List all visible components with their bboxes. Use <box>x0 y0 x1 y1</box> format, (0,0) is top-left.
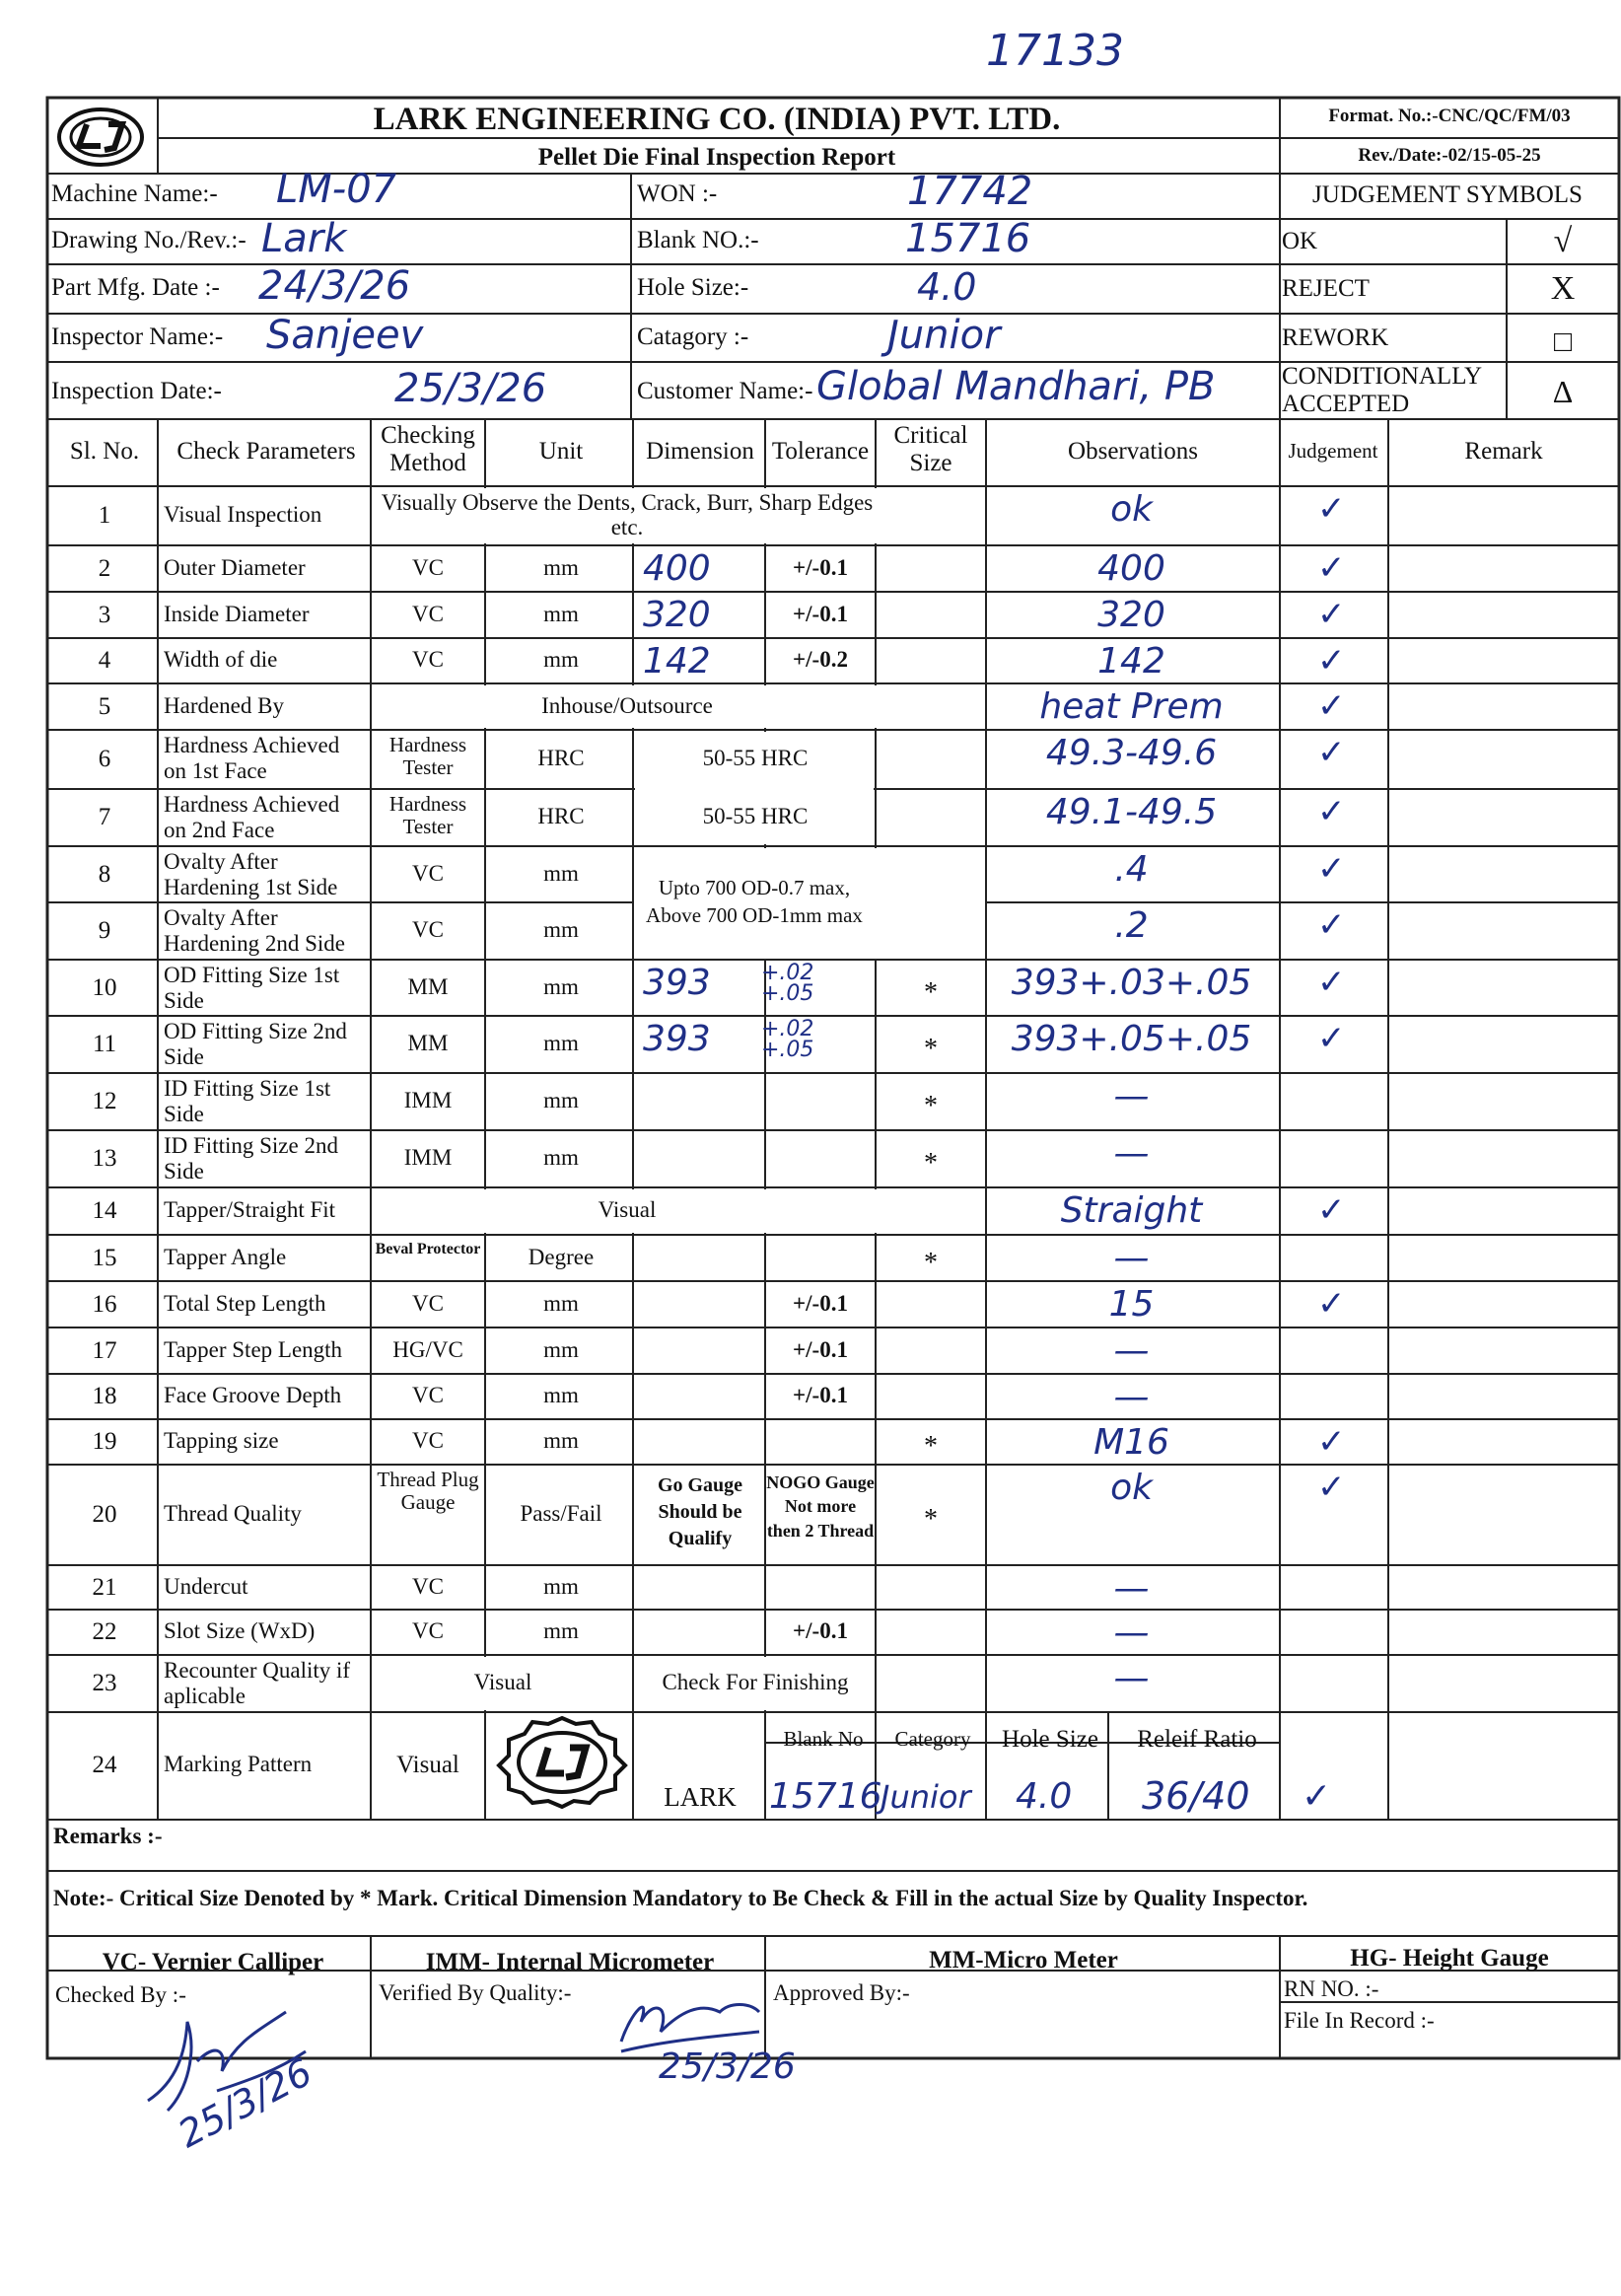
row-judgement: ✓ <box>1317 905 1346 945</box>
row-parameter: Undercut <box>164 1573 248 1599</box>
row-observation: — <box>1113 1076 1150 1116</box>
row-merged-spec: Visually Observe the Dents, Crack, Burr, Sharp Edges etc. <box>381 490 874 540</box>
row-dimension-tolerance: Check For Finishing <box>662 1670 849 1694</box>
row-tolerance: +/-0.2 <box>793 647 848 672</box>
inspection-date-value: 25/3/26 <box>394 366 547 411</box>
row-merged-method-unit: Visual <box>473 1670 532 1694</box>
remarks-label: Remarks :- <box>53 1824 163 1848</box>
row-unit: mm <box>543 647 579 672</box>
col-judgement: Judgement <box>1288 439 1378 463</box>
row-unit: mm <box>543 1290 579 1316</box>
row-number: 9 <box>98 917 111 944</box>
row-number: 6 <box>98 746 111 772</box>
row-unit: mm <box>543 1618 579 1643</box>
row-judgement: ✓ <box>1317 1190 1346 1230</box>
row-tolerance: +/-0.1 <box>793 554 848 580</box>
row-tolerance: NOGO Gauge Not more then 2 Thread <box>766 1472 875 1541</box>
machine-name-label: Machine Name:- <box>51 180 218 207</box>
row-checking-method: IMM <box>403 1145 453 1170</box>
ovalty-spec: Upto 700 OD-0.7 max, Above 700 OD-1mm max <box>646 876 863 928</box>
top-serial-number: 17133 <box>986 26 1124 76</box>
row-unit: mm <box>543 917 579 942</box>
row-observation: — <box>1113 1613 1150 1653</box>
row-parameter: OD Fitting Size 1st Side <box>164 963 340 1013</box>
row-parameter: Hardness Achieved on 2nd Face <box>164 792 340 842</box>
format-number: Format. No.:-CNC/QC/FM/03 <box>1328 106 1571 126</box>
row-parameter: Width of die <box>164 647 278 672</box>
row-number: 16 <box>92 1290 117 1318</box>
verified-by-date: 25/3/26 <box>659 2046 796 2087</box>
symbol-rework-glyph: □ <box>1553 325 1573 358</box>
mfg-date-label: Part Mfg. Date :- <box>51 274 220 301</box>
row-unit: mm <box>543 860 579 886</box>
row-observation: Straight <box>1060 1190 1203 1231</box>
row-number: 5 <box>98 692 111 720</box>
row-unit: mm <box>543 1031 579 1055</box>
row-checking-method: VC <box>412 554 444 580</box>
row-critical-mark: * <box>924 1091 938 1121</box>
row-number: 1 <box>98 502 111 529</box>
row-observation: .4 <box>1114 849 1149 890</box>
row-judgement: ✓ <box>1317 1284 1346 1324</box>
col-tolerance: Tolerance <box>771 438 870 465</box>
row-number: 8 <box>98 860 111 888</box>
row-observation: — <box>1113 1568 1150 1609</box>
row-number: 21 <box>92 1573 117 1601</box>
row-number: 10 <box>92 973 117 1001</box>
category-label: Catagory :- <box>637 323 749 350</box>
row-observation: M16 <box>1093 1422 1169 1463</box>
col-critical-size: Critical Size <box>893 422 968 476</box>
row-parameter: Tapper Angle <box>164 1244 287 1269</box>
legend-mm: MM-Micro Meter <box>929 1947 1118 1973</box>
row-parameter: Ovalty After Hardening 1st Side <box>164 849 338 899</box>
row-unit: mm <box>543 973 579 999</box>
won-value: 17742 <box>907 169 1033 214</box>
row-checking-method: VC <box>412 601 444 626</box>
marking-category-label: Category <box>894 1727 971 1751</box>
row-parameter: ID Fitting Size 2nd Side <box>164 1133 338 1184</box>
row-dimension-tolerance: 50-55 HRC <box>702 804 809 828</box>
row-number: 13 <box>92 1145 117 1172</box>
row-unit: Degree <box>528 1244 595 1269</box>
row-judgement: ✓ <box>1317 686 1346 726</box>
row-merged-spec: Inhouse/Outsource <box>541 692 713 718</box>
marking-judgement: ✓ <box>1302 1776 1332 1817</box>
row-number: 12 <box>92 1088 117 1114</box>
row-unit: mm <box>543 1088 579 1112</box>
row-checking-method: VC <box>412 1383 444 1407</box>
row-checking-method: MM <box>407 973 449 999</box>
company-name: LARK ENGINEERING CO. (INDIA) PVT. LTD. <box>373 102 1061 137</box>
row-parameter: ID Fitting Size 1st Side <box>164 1076 331 1126</box>
row-dimension: 393 <box>643 1019 711 1059</box>
row-parameter: Tapping size <box>164 1428 279 1453</box>
category-value: Junior <box>887 313 1001 358</box>
row-number: 4 <box>98 647 111 674</box>
row-parameter: Face Groove Depth <box>164 1383 342 1407</box>
row-observation: 15 <box>1108 1284 1155 1325</box>
row-judgement: ✓ <box>1317 548 1346 588</box>
row-critical-mark: * <box>924 1034 938 1064</box>
row-checking-method: HG/VC <box>392 1336 463 1362</box>
row-parameter: Hardness Achieved on 1st Face <box>164 733 340 783</box>
row-judgement: ✓ <box>1317 1019 1346 1058</box>
row-observation: 393+.05+.05 <box>1011 1019 1252 1059</box>
row-observation: — <box>1113 1377 1150 1417</box>
row-checking-method: VC <box>412 1428 444 1453</box>
row-number: 15 <box>92 1244 117 1271</box>
customer-label: Customer Name:- <box>637 378 813 404</box>
row-dimension: 393 <box>643 963 711 1003</box>
row-number: 7 <box>98 804 111 830</box>
checked-by-date: 25/3/26 <box>171 2049 319 2157</box>
row-observation: — <box>1113 1330 1150 1371</box>
verified-by-label: Verified By Quality:- <box>379 1980 572 2005</box>
row-unit: mm <box>543 601 579 626</box>
row-parameter: Tapper/Straight Fit <box>164 1197 336 1222</box>
col-sl-no: Sl. No. <box>69 438 140 465</box>
machine-name-value: LM-07 <box>276 167 397 212</box>
marking-row-number: 24 <box>92 1752 117 1778</box>
row-tolerance: +.02 +.05 <box>761 1017 814 1062</box>
col-dimension: Dimension <box>646 438 754 465</box>
col-observations: Observations <box>1068 438 1198 465</box>
row-number: 19 <box>92 1428 117 1455</box>
row-parameter: Tapper Step Length <box>164 1336 343 1362</box>
revision-date: Rev./Date:-02/15-05-25 <box>1358 145 1541 166</box>
row-unit: mm <box>543 1428 579 1453</box>
marking-hole-value: 4.0 <box>1016 1776 1073 1817</box>
row-observation: 142 <box>1097 641 1165 682</box>
row-number: 14 <box>92 1197 117 1224</box>
row-critical-mark: * <box>924 976 938 1008</box>
row-judgement: ✓ <box>1317 489 1346 529</box>
row-checking-method: VC <box>412 647 444 672</box>
symbol-rework-label: REWORK <box>1282 324 1389 351</box>
row-checking-method: Thread Plug Gauge <box>377 1468 479 1515</box>
col-remark: Remark <box>1464 438 1543 465</box>
row-parameter: Visual Inspection <box>164 502 322 527</box>
row-critical-mark: * <box>924 1431 938 1462</box>
col-unit: Unit <box>538 438 584 465</box>
row-tolerance: +/-0.1 <box>793 601 848 626</box>
row-judgement: ✓ <box>1317 792 1346 831</box>
row-observation: 393+.03+.05 <box>1011 963 1252 1003</box>
row-unit: mm <box>543 1145 579 1170</box>
row-number: 17 <box>92 1336 117 1364</box>
row-unit: mm <box>543 554 579 580</box>
row-unit: mm <box>543 1383 579 1407</box>
row-number: 18 <box>92 1383 117 1409</box>
row-unit: mm <box>543 1573 579 1599</box>
row-critical-mark: * <box>924 1247 938 1278</box>
approved-by-label: Approved By:- <box>773 1980 910 2005</box>
row-unit: mm <box>543 1336 579 1362</box>
symbol-reject-glyph: X <box>1550 270 1576 307</box>
row-parameter: OD Fitting Size 2nd Side <box>164 1019 347 1069</box>
row-unit: HRC <box>537 746 585 770</box>
marking-row-param: Marking Pattern <box>164 1752 313 1776</box>
checked-by-label: Checked By :- <box>55 1982 186 2007</box>
drawing-value: Lark <box>261 216 347 261</box>
row-checking-method: VC <box>412 917 444 942</box>
marking-blank-label: Blank No <box>783 1727 864 1751</box>
row-number: 23 <box>92 1670 117 1696</box>
row-observation: 400 <box>1097 548 1165 589</box>
row-checking-method: VC <box>412 1573 444 1599</box>
row-judgement: ✓ <box>1317 1422 1346 1462</box>
legend-hg: HG- Height Gauge <box>1350 1945 1549 1972</box>
row-observation: 49.1-49.5 <box>1045 792 1218 832</box>
critical-note: Note:- Critical Size Denoted by * Mark. Critical Dimension Mandatory to Be Check & Fill in the actual Size by Quality Inspector. <box>53 1886 1308 1910</box>
row-observation: ok <box>1110 1468 1153 1508</box>
customer-value: Global Mandhari, PB <box>816 364 1216 409</box>
row-parameter: Outer Diameter <box>164 554 306 580</box>
row-checking-method: Hardness Tester <box>388 792 467 839</box>
row-observation: 320 <box>1097 595 1165 635</box>
row-observation: 49.3-49.6 <box>1045 733 1218 773</box>
blank-label: Blank NO.:- <box>637 227 759 253</box>
hole-size-value: 4.0 <box>917 265 977 309</box>
company-logo <box>49 103 152 172</box>
legend-imm: IMM- Internal Micrometer <box>425 1949 715 1975</box>
form-grid-line <box>373 1189 984 1233</box>
row-tolerance: +/-0.1 <box>793 1383 848 1407</box>
symbol-reject-label: REJECT <box>1282 275 1370 302</box>
row-observation: heat Prem <box>1039 686 1224 727</box>
legend-vc: VC- Vernier Calliper <box>102 1949 324 1975</box>
row-checking-method: Hardness Tester <box>388 733 467 780</box>
marking-relief-value: 36/40 <box>1142 1774 1250 1818</box>
row-dimension: Go Gauge Should be Qualify <box>657 1474 743 1549</box>
row-unit: Pass/Fail <box>520 1501 602 1526</box>
row-parameter: Hardened By <box>164 692 284 718</box>
marking-blank-value: 15716 <box>769 1776 882 1817</box>
row-observation: .2 <box>1114 905 1149 946</box>
marking-logo <box>493 1714 631 1809</box>
row-number: 11 <box>92 1031 117 1057</box>
drawing-label: Drawing No./Rev.:- <box>51 227 247 253</box>
blank-value: 15716 <box>905 216 1031 261</box>
symbol-ok-label: OK <box>1282 228 1318 254</box>
row-judgement: ✓ <box>1317 1468 1346 1507</box>
row-checking-method: Beval Protector <box>375 1241 481 1257</box>
row-observation: — <box>1113 1133 1150 1174</box>
row-checking-method: VC <box>412 1618 444 1643</box>
col-checking-method: Checking Method <box>381 422 475 476</box>
won-label: WON :- <box>637 180 718 207</box>
inspection-date-label: Inspection Date:- <box>51 378 222 404</box>
report-title: Pellet Die Final Inspection Report <box>537 144 896 171</box>
row-critical-mark: * <box>924 1504 938 1535</box>
rn-number-label: RN NO. :- <box>1284 1976 1379 2001</box>
row-tolerance: +.02 +.05 <box>761 961 814 1006</box>
row-parameter: Thread Quality <box>164 1501 302 1526</box>
marking-lark-text: LARK <box>664 1782 737 1812</box>
row-checking-method: MM <box>407 1031 449 1055</box>
row-parameter: Inside Diameter <box>164 601 310 626</box>
symbol-ok-glyph: √ <box>1553 223 1573 259</box>
row-number: 22 <box>92 1618 117 1645</box>
row-judgement: ✓ <box>1317 733 1346 772</box>
row-judgement: ✓ <box>1317 963 1346 1002</box>
row-judgement: ✓ <box>1317 641 1346 681</box>
marking-hole-label: Hole Size <box>1002 1726 1098 1753</box>
row-critical-mark: * <box>924 1148 938 1179</box>
judgement-symbols-title: JUDGEMENT SYMBOLS <box>1312 181 1583 208</box>
row-tolerance: +/-0.1 <box>793 1618 848 1643</box>
row-dimension-tolerance: 50-55 HRC <box>702 746 809 770</box>
row-judgement: ✓ <box>1317 595 1346 634</box>
row-number: 3 <box>98 601 111 628</box>
inspector-label: Inspector Name:- <box>51 323 224 350</box>
hole-size-label: Hole Size:- <box>637 274 749 301</box>
row-parameter: Ovalty After Hardening 2nd Side <box>164 905 345 956</box>
marking-category-value: Junior <box>881 1778 971 1816</box>
row-unit: HRC <box>537 804 585 828</box>
row-observation: — <box>1113 1238 1150 1278</box>
row-tolerance: +/-0.1 <box>793 1290 848 1316</box>
file-in-record-label: File In Record :- <box>1284 2008 1435 2033</box>
row-checking-method: IMM <box>403 1088 453 1112</box>
row-observation: ok <box>1110 489 1153 530</box>
row-observation: — <box>1113 1658 1150 1698</box>
row-checking-method: VC <box>412 860 444 886</box>
row-number: 2 <box>98 554 111 582</box>
row-tolerance: +/-0.1 <box>793 1336 848 1362</box>
row-checking-method: VC <box>412 1290 444 1316</box>
row-judgement: ✓ <box>1317 849 1346 889</box>
row-dimension: 142 <box>643 641 711 682</box>
mfg-date-value: 24/3/26 <box>258 263 411 309</box>
inspector-value: Sanjeev <box>266 313 424 358</box>
col-check-parameters: Check Parameters <box>176 438 356 465</box>
row-parameter: Recounter Quality if aplicable <box>164 1658 351 1708</box>
row-dimension: 320 <box>643 595 711 635</box>
symbol-conditional-label: CONDITIONALLY ACCEPTED <box>1282 363 1482 417</box>
row-parameter: Slot Size (WxD) <box>164 1618 316 1643</box>
row-parameter: Total Step Length <box>164 1290 326 1316</box>
marking-relief-label: Releif Ratio <box>1137 1726 1257 1753</box>
marking-row-method: Visual <box>396 1752 459 1778</box>
row-merged-spec: Visual <box>598 1197 657 1222</box>
row-dimension: 400 <box>643 548 711 589</box>
symbol-conditional-glyph: Δ <box>1552 374 1574 409</box>
row-number: 20 <box>92 1501 117 1528</box>
